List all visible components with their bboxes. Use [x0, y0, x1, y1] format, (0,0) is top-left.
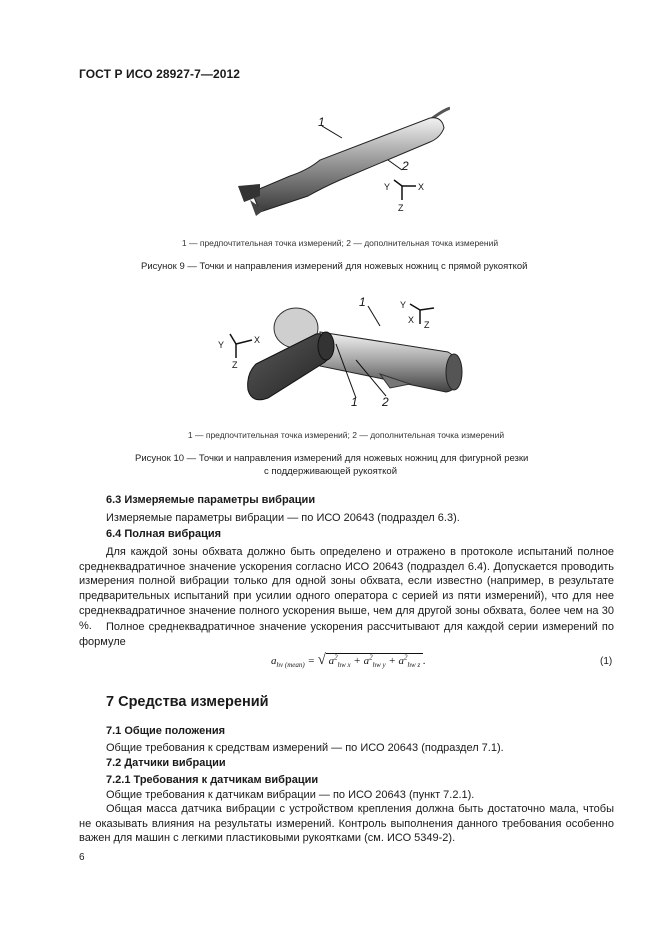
svg-text:Y: Y: [218, 340, 225, 350]
figure-10-label-2: 2: [382, 395, 389, 409]
formula-1: $a_{hv (mean)}$ = √ $a^2_{hw x} + a^2_{hw y} + a^2_{hw z}$ .: [271, 652, 426, 670]
shears-body-icon: [252, 118, 444, 212]
formula-number: (1): [600, 656, 613, 667]
svg-text:Z: Z: [398, 203, 404, 213]
section-7-1-heading: 7.1 Общие положения: [106, 725, 226, 737]
figure-10-caption-line2: с поддерживающей рукояткой: [263, 466, 398, 477]
section-6-4-para1: Для каждой зоны обхвата должно быть определено и отражено в протоколе испытаний полное среднеквадратичное значение ускорения согласно ИСО 20643 (подраздел 6.4). Допускается проводить измерения полной вибрации только для одной зоны обхвата, если известно (например, в результате предварительных испытаний при усилии одного оператора с серией из пяти измерений), что для нее среднеквадратичное значение полного ускорения выше, чем для другой зоны обхвата, более чем на 30 %.: [79, 546, 614, 632]
figure-9-label-1: 1: [318, 115, 325, 129]
section-6-3-heading: 6.3 Измеряемые параметры вибрации: [106, 494, 316, 506]
document-header: ГОСТ Р ИСО 28927-7—2012: [79, 67, 241, 81]
axes-left-icon: [218, 334, 260, 370]
axes-icon: [384, 180, 424, 213]
section-7-heading: 7 Средства измерений: [106, 694, 269, 710]
svg-text:X: X: [418, 182, 425, 192]
section-7-2-1-text: Общие требования к датчикам вибрации — по ИСО 20643 (пункт 7.2.1).: [106, 789, 475, 801]
figure-9-legend: 1 — предпочтительная точка измерений; 2 — дополнительная точка измерений: [181, 238, 499, 248]
svg-text:Y: Y: [384, 182, 391, 192]
axes-right-icon: [400, 300, 434, 330]
svg-text:Z: Z: [424, 320, 430, 330]
section-6-4-para2: Полное среднеквадратичное значение ускорения рассчитывают для каждой серии измерений по формуле: [79, 621, 614, 648]
section-7-2-1-heading: 7.2.1 Требования к датчикам вибрации: [106, 774, 319, 786]
page-number: 6: [79, 852, 85, 863]
figure-10-caption-line1: Рисунок 10 — Точки и направления измерений для ножевых ножниц для фигурной резки: [135, 453, 529, 464]
figure-9-label-2: 2: [402, 159, 409, 173]
figure-10-illustration: [210, 292, 480, 412]
section-7-2-heading: 7.2 Датчики вибрации: [106, 757, 226, 769]
section-6-3-text: Измеряемые параметры вибрации — по ИСО 20643 (подраздел 6.3).: [106, 512, 460, 524]
section-7-2-1-para: Общая масса датчика вибрации с устройством крепления должна быть достаточно мала, чтобы не оказывать влияния на результаты измерений. Контроль выполнения данного требования особенно важен для машин с легкими пластиковыми рукоятками (см. ИСО 5349-2).: [79, 803, 614, 845]
svg-text:X: X: [408, 315, 415, 325]
svg-text:X: X: [254, 335, 261, 345]
figure-10-label-1-top: 1: [359, 295, 366, 309]
figure-9-caption: Рисунок 9 — Точки и направления измерений для ножевых ножниц с прямой рукояткой: [141, 261, 528, 272]
svg-text:Y: Y: [400, 300, 407, 310]
svg-text:Z: Z: [232, 360, 238, 370]
figure-10-label-1-bottom: 1: [351, 395, 358, 409]
section-7-1-text: Общие требования к средствам измерений — по ИСО 20643 (подраздел 7.1).: [106, 742, 504, 754]
figure-9-illustration: [230, 100, 450, 225]
section-6-4-heading: 6.4 Полная вибрация: [106, 528, 222, 540]
figure-10-legend: 1 — предпочтительная точка измерений; 2 — дополнительная точка измерений: [187, 430, 505, 440]
